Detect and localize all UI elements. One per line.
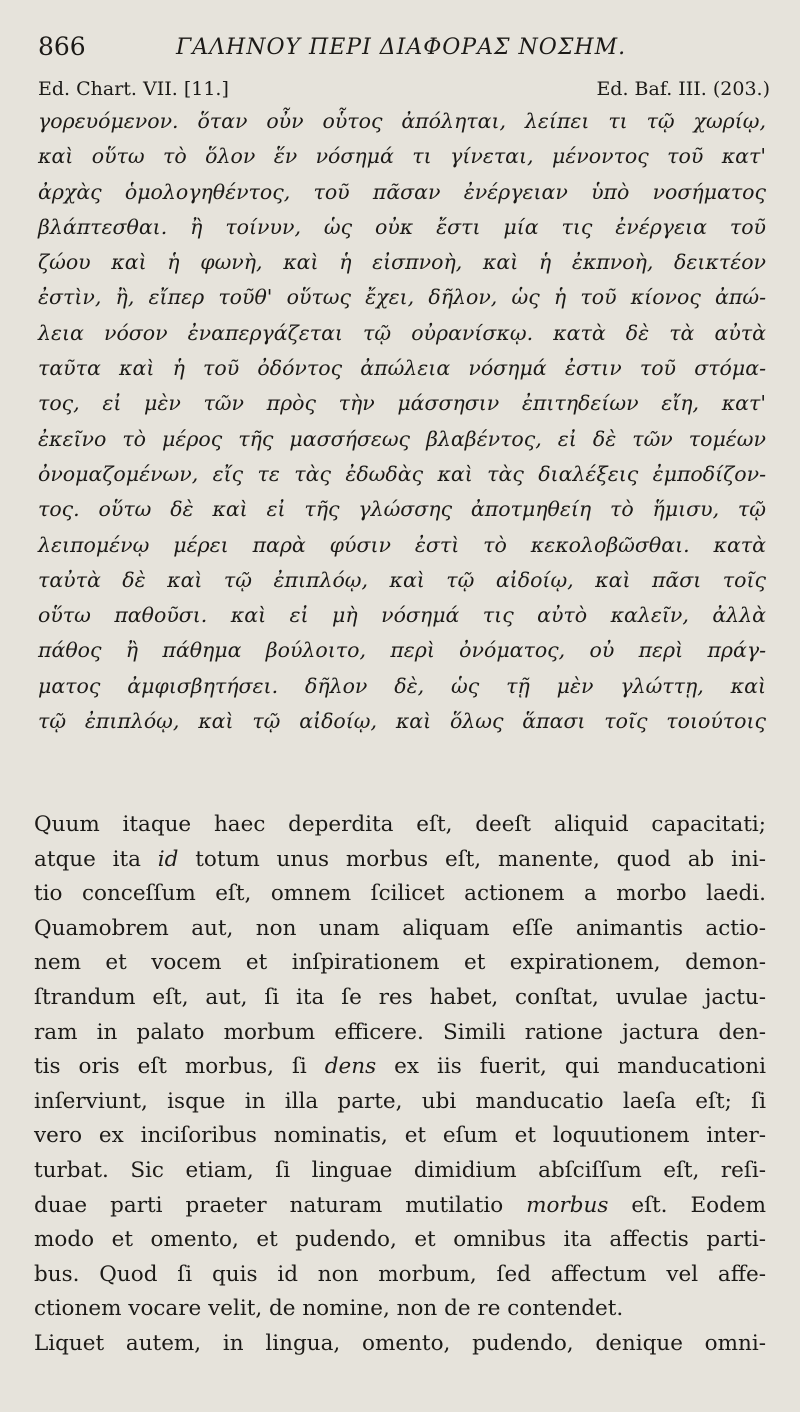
edition-right: Ed. Baf. III. (203.)	[596, 78, 770, 100]
text-line: nem et vocem et inſpirationem et expirationem, demon-	[34, 950, 766, 976]
page-number: 866	[38, 32, 86, 61]
text-line: τος, εἰ μὲν τῶν πρὸς τὴν μάσσησιν ἐπιτηδείων εἴη, κατ'	[38, 391, 766, 416]
text-line: ἐστὶν, ἢ, εἴπερ τοῦθ' οὕτως ἔχει, δῆλον, ὡς ἡ τοῦ κίονος ἀπώ-	[38, 285, 766, 310]
text-line: γορευόμενον. ὅταν οὖν οὗτος ἀπόληται, λείπει τι τῷ χωρίῳ,	[38, 109, 766, 133]
text-line: ἀρχὰς ὁμολογηθέντος, τοῦ πᾶσαν ἐνέργειαν ὑπὸ νοσήματος	[38, 179, 766, 204]
text-line: bus. Quod ſi quis id non morbum, ſed affectum vel affe-	[34, 1261, 766, 1287]
text-line: βλάπτεσθαι. ἢ τοίνυν, ὡς οὐκ ἔστι μία τις ἐνέργεια τοῦ	[38, 214, 766, 239]
text-line: vero ex inciſoribus nominatis, et eſum et loquutionem inter-	[34, 1123, 766, 1149]
text-line: modo et omento, et pudendo, et omnibus ita affectis parti-	[34, 1227, 766, 1253]
edition-left: Ed. Chart. VII. [11.]	[38, 78, 229, 100]
text-line: καὶ οὕτω τὸ ὅλον ἕν νόσημά τι γίνεται, μένοντος τοῦ κατ'	[38, 144, 766, 169]
text-line: Quum itaque haec deperdita eſt, deeſt aliquid capacitati;	[34, 812, 766, 837]
latin-text-block	[34, 808, 766, 1362]
text-line: οὕτω παθοῦσι. καὶ εἰ μὴ νόσημά τις αὐτὸ καλεῖν, ἀλλὰ	[38, 603, 766, 628]
text-line: tio conceſſum eſt, omnem ſcilicet actionem a morbo laedi.	[34, 881, 766, 907]
text-line: ταὐτὰ δὲ καὶ τῷ ἐπιπλόῳ, καὶ τῷ αἰδοίῳ, καὶ πᾶσι τοῖς	[38, 567, 766, 592]
running-header	[38, 32, 770, 68]
text-line: λειπομένῳ μέρει παρὰ φύσιν ἐστὶ τὸ κεκολοβῶσθαι. κατὰ	[38, 532, 766, 557]
text-line: Liquet autem, in lingua, omento, pudendo, denique omni-	[34, 1330, 766, 1356]
text-line: λεια νόσον ἐναπεργάζεται τῷ οὐρανίσκῳ. κατὰ δὲ τὰ αὐτὰ	[38, 320, 766, 345]
text-line: ἐκεῖνο τὸ μέρος τῆς μασσήσεως βλαβέντος, εἰ δὲ τῶν τομέων	[38, 426, 766, 451]
text-line: ſtrandum eſt, aut, ſi ita ſe res habet, conſtat, uvulae jactu-	[34, 984, 766, 1010]
text-line: ὀνομαζομένων, εἴς τε τὰς ἐδωδὰς καὶ τὰς διαλέξεις ἐμποδίζον-	[38, 461, 766, 486]
greek-text-block	[38, 104, 766, 739]
text-line: Quamobrem aut, non unam aliquam eſſe animantis actio-	[34, 915, 766, 941]
text-line: ctionem vocare velit, de nomine, non de re contendet.	[34, 1296, 624, 1322]
running-title: ΓΑΛΗΝΟΥ ΠΕΡΙ ΔΙΑΦΟΡΑΣ ΝΟΣΗΜ.	[176, 35, 627, 60]
text-line: duae parti praeter naturam mutilatio morbus eſt. Eodem	[34, 1192, 766, 1218]
text-line: τῷ ἐπιπλόῳ, καὶ τῷ αἰδοίῳ, καὶ ὅλως ἅπασι τοῖς τοιούτοις	[38, 709, 766, 734]
text-line: tis oris eſt morbus, ſi dens ex iis fuerit, qui manducationi	[34, 1054, 766, 1080]
text-line: ταῦτα καὶ ἡ τοῦ ὀδόντος ἀπώλεια νόσημά ἐστιν τοῦ στόμα-	[38, 356, 766, 381]
text-line: ζώου καὶ ἡ φωνὴ, καὶ ἡ εἰσπνοὴ, καὶ ἡ ἐκπνοὴ, δεικτέον	[38, 250, 766, 275]
text-line: ram in palato morbum efficere. Simili ratione jactura den-	[34, 1019, 766, 1045]
text-line: atque ita id totum unus morbus eſt, manente, quod ab ini-	[34, 846, 767, 872]
text-line: πάθος ἢ πάθημα βούλοιτο, περὶ ὀνόματος, οὐ περὶ πράγ-	[38, 638, 766, 663]
edition-references	[38, 78, 770, 106]
text-line: turbat. Sic etiam, ſi linguae dimidium abſciſſum eſt, reſi-	[34, 1157, 766, 1183]
text-line: ματος ἀμφισβητήσει. δῆλον δὲ, ὡς τῇ μὲν γλώττῃ, καὶ	[38, 673, 766, 698]
text-line: inſerviunt, isque in illa parte, ubi manducatio laeſa eſt; ſi	[34, 1088, 766, 1114]
text-line: τος. οὕτω δὲ καὶ εἰ τῆς γλώσσης ἀποτμηθείη τὸ ἥμισυ, τῷ	[38, 497, 766, 522]
